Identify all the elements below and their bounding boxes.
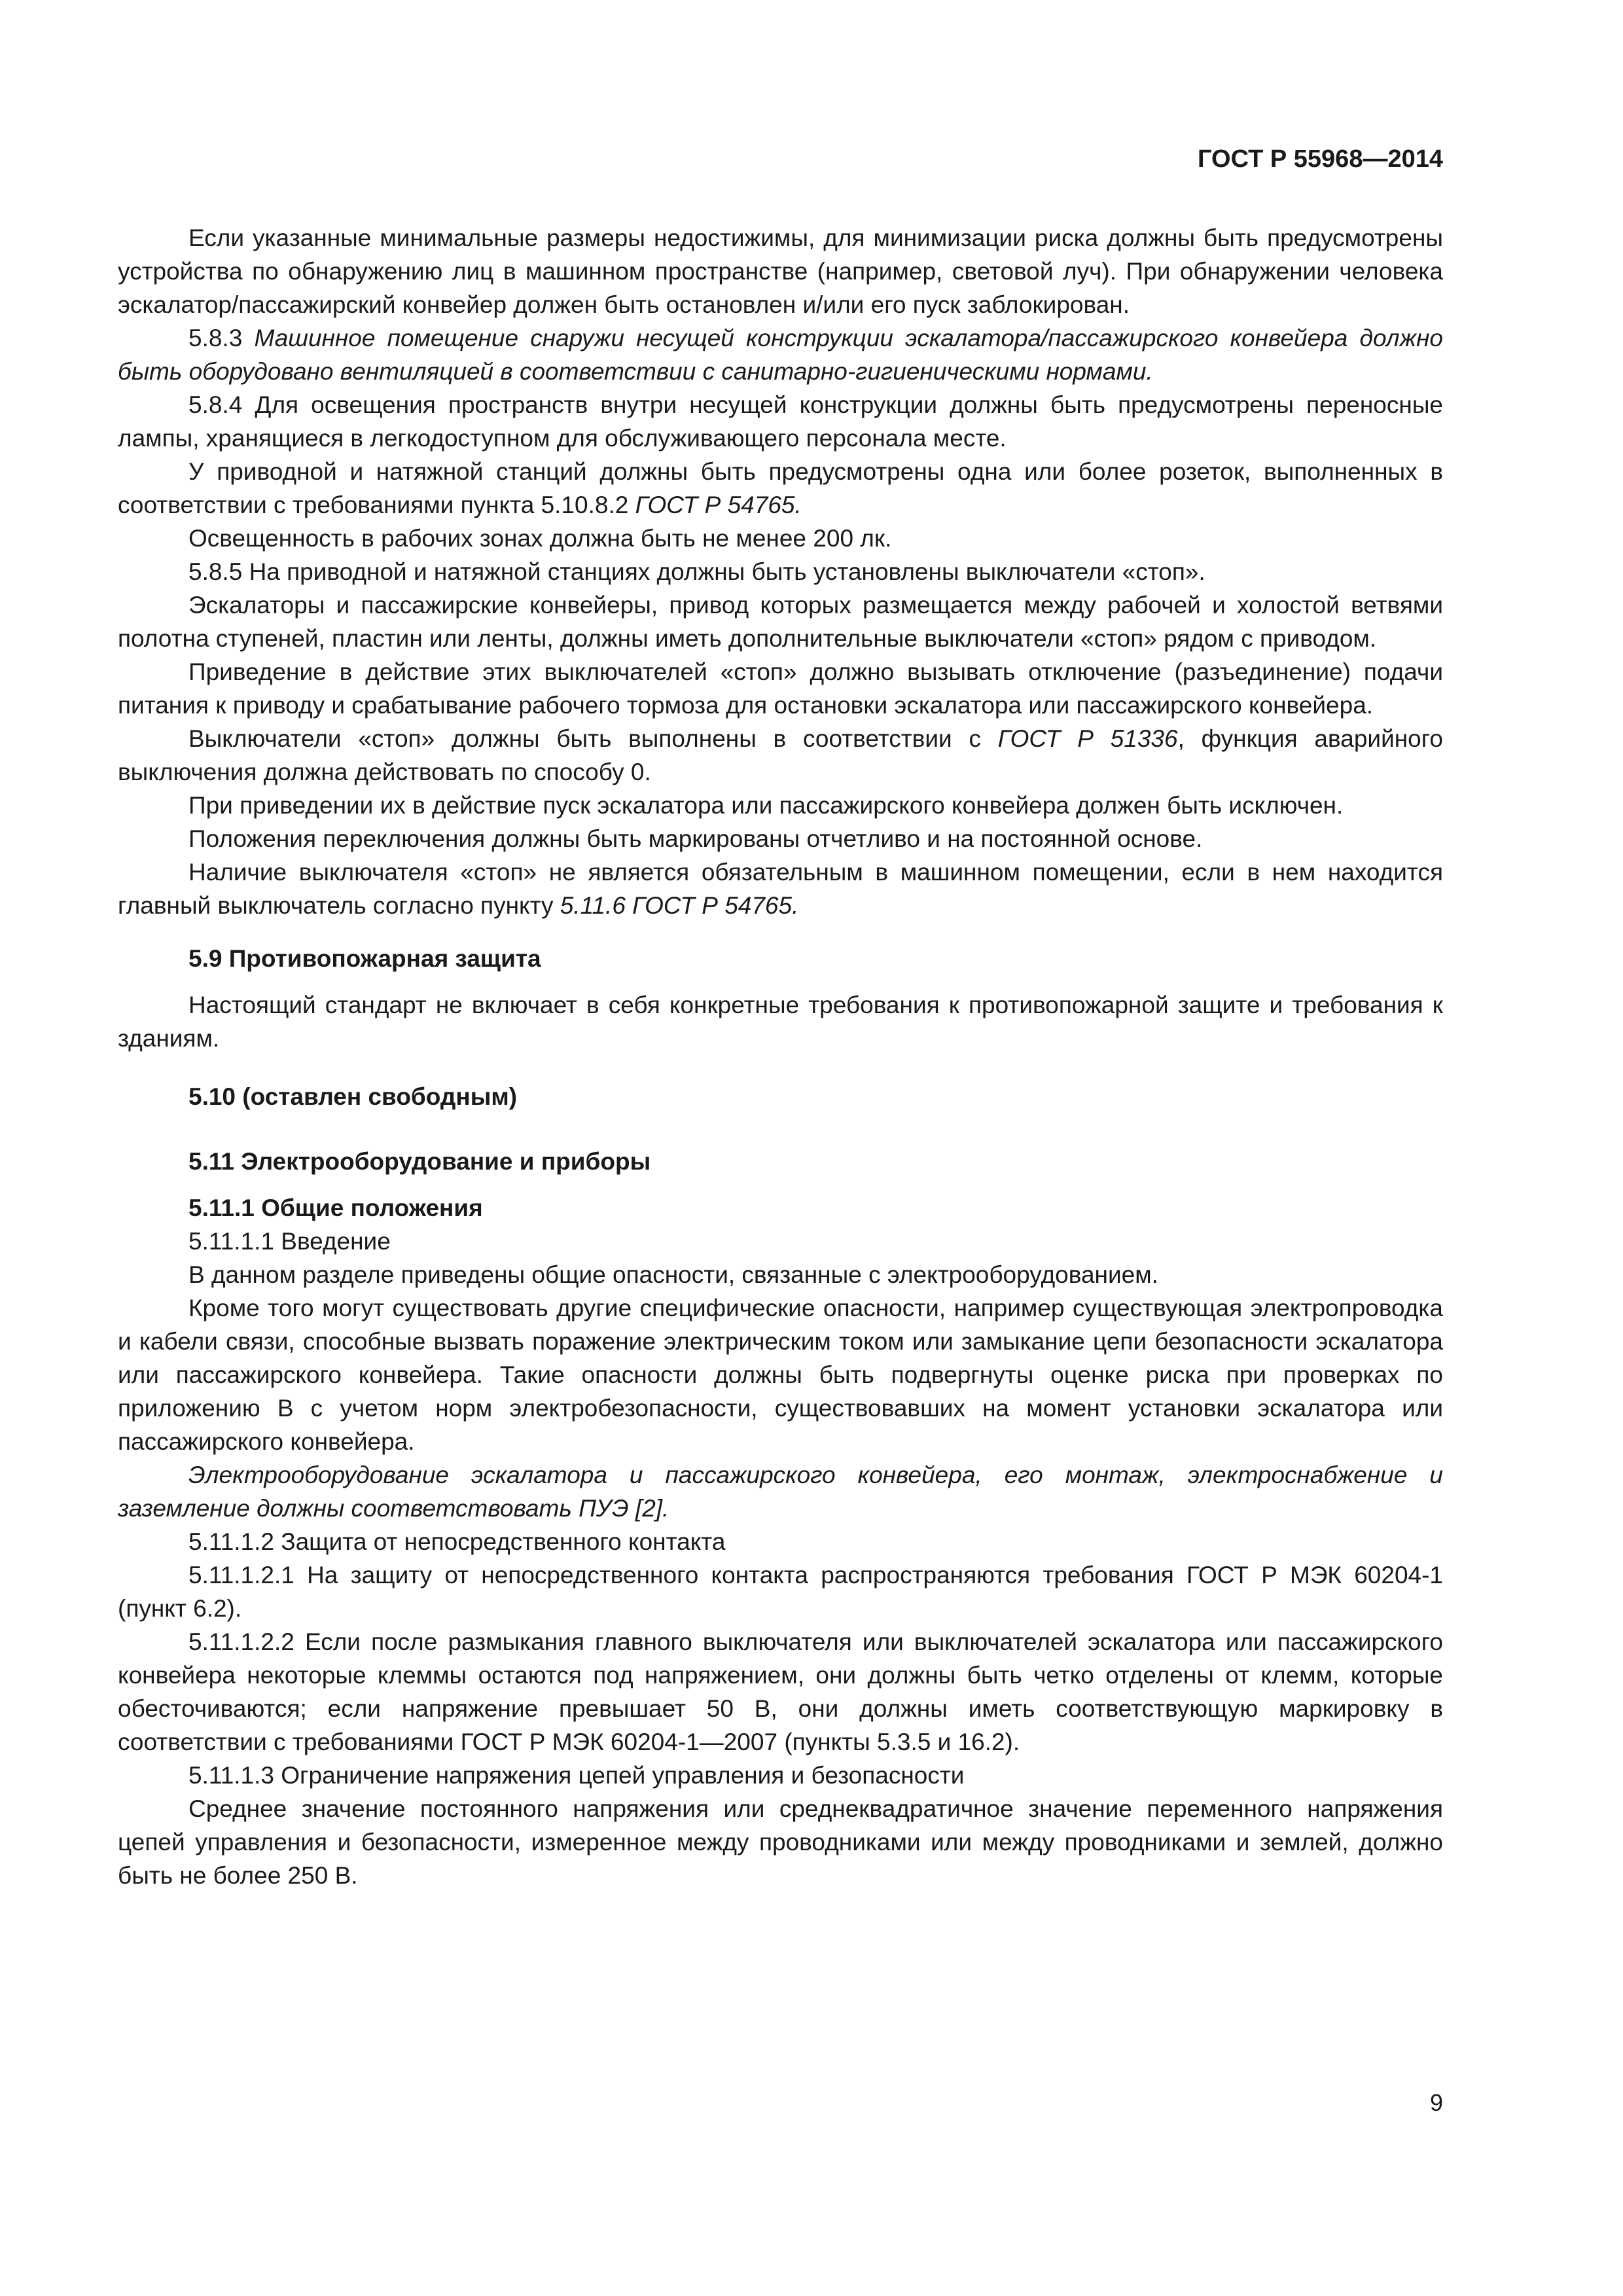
section-heading: 5.10 (оставлен свободным): [188, 1083, 518, 1110]
paragraph: В данном разделе приведены общие опасности, связанные с электрооборудованием.: [188, 1261, 1158, 1288]
paragraph: Положения переключения должны быть маркированы отчетливо и на постоянной основе.: [188, 825, 1203, 852]
paragraph: Настоящий стандарт не включает в себя конкретные требования к противопожарной защите и требования к зданиям.: [118, 992, 1443, 1052]
paragraph: Среднее значение постоянного напряжения или среднеквадратичное значение переменного напряжения цепей управления и безопасности, измеренное между проводниками или между проводниками и землей, должно быть не более 250 В.: [118, 1795, 1443, 1889]
paragraph: 5.11.1.2.1 На защиту от непосредственного контакта распространяются требования ГОСТ Р МЭК 60204-1 (пункт 6.2).: [118, 1562, 1443, 1622]
clause-number: 5.8.3: [188, 325, 243, 351]
paragraph: Кроме того могут существовать другие специфические опасности, например существующая электропроводка и кабели связи, способные вызвать поражение электрическим током или замыкание цепи безопасности эскалатора или пассажирского конвейера. Такие опасности должны быть подвергнуты оценке риска при проверках по приложению В с учетом норм электробезопасности, существовавших на момент установки эскалатора или пассажирского конвейера.: [118, 1295, 1443, 1455]
paragraph: 5.11.1.2.2 Если после размыкания главного выключателя или выключателей эскалатора или пассажирского конвейера некоторые клеммы остаются под напряжением, они должны быть четко отделены от клемм, которые обесточиваются; если напряжение превышает 50 В, они должны иметь соответствующую маркировку в соответствии с требованиями ГОСТ Р МЭК 60204-1—2007 (пункты 5.3.5 и 16.2).: [118, 1628, 1443, 1755]
paragraph: Освещенность в рабочих зонах должна быть не менее 200 лк.: [188, 525, 892, 552]
paragraph: [118, 722, 1443, 789]
paragraph: 5.8.4 Для освещения пространств внутри несущей конструкции должны быть предусмотрены переносные лампы, хранящиеся в легкодоступном для обслуживающего персонала месте.: [118, 391, 1443, 452]
standard-reference: ГОСТ Р 51336: [997, 725, 1178, 752]
paragraph-text: Наличие выключателя «стоп» не является обязательным в машинном помещении, если в нем находится главный выключатель согласно пункту: [118, 859, 1443, 919]
paragraph: Эскалаторы и пассажирские конвейеры, привод которых размещается между рабочей и холостой ветвями полотна ступеней, пластин или ленты, должны иметь дополнительные выключатели «стоп» рядом с приводом.: [118, 592, 1443, 652]
paragraph: [118, 321, 1443, 388]
paragraph: [118, 855, 1443, 922]
paragraph: [118, 455, 1443, 522]
italic-clause-text: Машинное помещение снаружи несущей конструкции эскалатора/пассажирского конвейера должно быть оборудовано вентиляцией в соответствии с санитарно-гигиеническими нормами.: [118, 325, 1444, 385]
paragraph: 5.11.1.3 Ограничение напряжения цепей управления и безопасности: [188, 1762, 965, 1789]
paragraph-text: У приводной и натяжной станций должны быть предусмотрены одна или более розеток, выполненных в соответствии с требованиями пункта 5.10.8.2: [118, 458, 1443, 518]
standard-reference: ГОСТ Р 54765.: [635, 492, 802, 518]
italic-paragraph: Электрооборудование эскалатора и пассажирского конвейера, его монтаж, электроснабжение и заземление должны соответствовать ПУЭ [2].: [118, 1462, 1443, 1522]
paragraph: При приведении их в действие пуск эскалатора или пассажирского конвейера должен быть исключен.: [188, 792, 1344, 819]
paragraph: 5.11.1.2 Защита от непосредственного контакта: [188, 1528, 726, 1555]
paragraph: 5.8.5 На приводной и натяжной станциях должны быть установлены выключатели «стоп».: [188, 558, 1205, 585]
paragraph-text: Выключатели «стоп» должны быть выполнены в соответствии с: [188, 725, 981, 752]
subsection-heading: 5.11.1 Общие положения: [188, 1194, 483, 1221]
document-header: ГОСТ Р 55968—2014: [1198, 145, 1443, 173]
standard-reference: 5.11.6 ГОСТ Р 54765.: [560, 892, 799, 919]
paragraph-text: , функция аварийного выключения должна действовать по способу 0.: [118, 725, 1444, 785]
section-heading: 5.11 Электрооборудование и приборы: [188, 1148, 651, 1175]
paragraph: Если указанные минимальные размеры недостижимы, для минимизации риска должны быть предусмотрены устройства по обнаружению лиц в машинном пространстве (например, световой луч). При обнаружении человека эскалатор/пассажирский конвейер должен быть остановлен и/или его пуск заблокирован.: [118, 224, 1443, 318]
paragraph: Приведение в действие этих выключателей «стоп» должно вызывать отключение (разъединение) подачи питания к приводу и срабатывание рабочего тормоза для остановки эскалатора или пассажирского конвейера.: [118, 658, 1443, 719]
paragraph: 5.11.1.1 Введение: [188, 1228, 391, 1255]
document-body: [118, 221, 1443, 1892]
page-number: 9: [1429, 2089, 1443, 2116]
section-heading: 5.9 Противопожарная защита: [188, 945, 541, 972]
